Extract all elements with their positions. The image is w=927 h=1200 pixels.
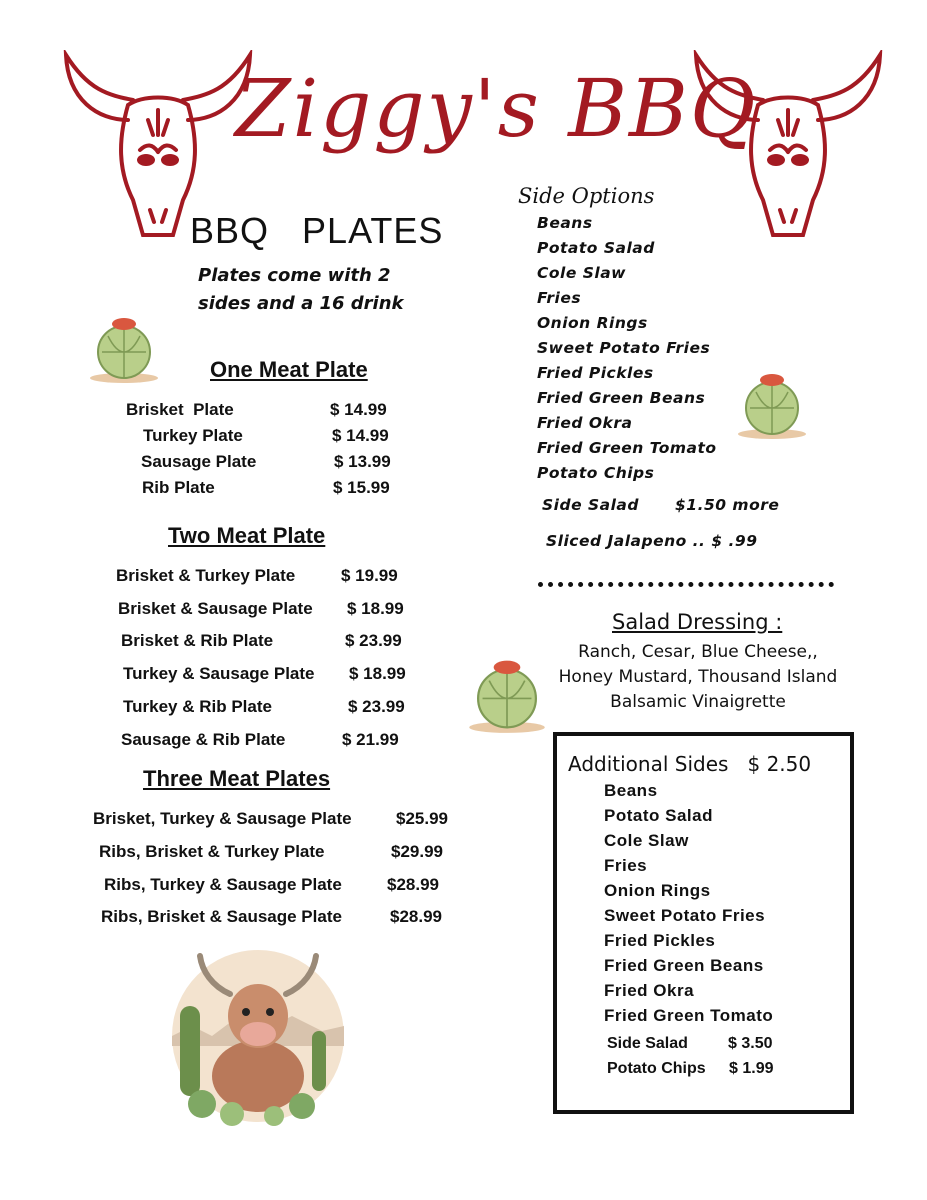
menu-item-name: Brisket & Sausage Plate <box>118 599 313 618</box>
menu-item-price: $28.99 <box>390 907 442 926</box>
additional-side-item: Fries <box>604 856 648 875</box>
additional-side-item: Onion Rings <box>604 881 711 900</box>
menu-item-price: $25.99 <box>396 809 448 828</box>
dressing-line: Balsamic Vinaigrette <box>610 692 786 712</box>
menu-item-name: Brisket & Rib Plate <box>121 631 274 650</box>
menu-item-price: $ 23.99 <box>345 631 402 650</box>
menu-item-name: Turkey & Sausage Plate <box>123 664 315 683</box>
additional-potato-chips-label: Potato Chips <box>607 1060 706 1077</box>
cactus-icon <box>88 312 160 384</box>
side-item: Fried Green Beans <box>537 389 706 407</box>
menu-item-price: $ 23.99 <box>348 697 405 716</box>
plates-subtitle-line1: Plates come with 2 <box>198 265 391 286</box>
side-salad-label: Side Salad <box>542 496 639 514</box>
side-item: Fried Okra <box>537 414 633 432</box>
additional-potato-chips-price: $ 1.99 <box>729 1060 774 1077</box>
side-options-heading: Side Options <box>518 184 655 208</box>
side-item: Potato Salad <box>537 239 655 257</box>
menu-item-name: Brisket Plate <box>126 400 234 419</box>
menu-item-price: $ 19.99 <box>341 566 398 585</box>
side-item: Onion Rings <box>537 314 648 332</box>
side-item: Fries <box>537 289 582 307</box>
menu-item-price: $ 18.99 <box>349 664 406 683</box>
menu-item-name: Brisket & Turkey Plate <box>116 566 296 585</box>
menu-item-price: $ 21.99 <box>342 730 399 749</box>
additional-sides-heading: Additional Sides $ 2.50 <box>568 752 812 776</box>
menu-item-name: Ribs, Brisket & Sausage Plate <box>101 907 342 926</box>
menu-item-price: $ 18.99 <box>347 599 404 618</box>
side-item: Beans <box>537 214 593 232</box>
plates-subtitle-line2: sides and a 16 drink <box>198 293 404 314</box>
dressing-line: Ranch, Cesar, Blue Cheese,, <box>578 642 818 662</box>
side-item: Fried Pickles <box>537 364 654 382</box>
side-item: Cole Slaw <box>537 264 627 282</box>
one-meat-heading: One Meat Plate <box>210 357 368 382</box>
restaurant-title: Ziggy's BBQ <box>235 62 758 155</box>
three-meat-heading: Three Meat Plates <box>143 766 331 791</box>
additional-side-salad-price: $ 3.50 <box>728 1035 773 1052</box>
menu-item-name: Turkey Plate <box>143 426 243 445</box>
additional-side-salad-label: Side Salad <box>607 1035 688 1052</box>
jalapeno-item: Sliced Jalapeno .. $ .99 <box>546 532 758 550</box>
menu-item-price: $28.99 <box>387 875 439 894</box>
additional-side-item: Beans <box>604 781 658 800</box>
menu-item-name: Ribs, Turkey & Sausage Plate <box>104 875 342 894</box>
bbq-plates-heading: BBQ PLATES <box>190 210 444 251</box>
side-item: Fried Green Tomato <box>537 439 717 457</box>
menu-item-name: Turkey & Rib Plate <box>123 697 272 716</box>
menu-item-price: $ 13.99 <box>334 452 391 471</box>
additional-side-item: Potato Salad <box>604 806 713 825</box>
two-meat-heading: Two Meat Plate <box>168 523 326 548</box>
dressing-line: Honey Mustard, Thousand Island <box>558 667 838 687</box>
cow-illustration-icon <box>162 936 354 1128</box>
plates-subtitle <box>198 262 418 318</box>
menu-item-name: Rib Plate <box>142 478 215 497</box>
side-salad-price: $1.50 more <box>675 496 780 514</box>
menu-item-price: $ 15.99 <box>333 478 390 497</box>
menu-item-name: Sausage Plate <box>141 452 257 471</box>
salad-dressing-heading: Salad Dressing : <box>612 610 783 634</box>
additional-side-item: Fried Green Beans <box>604 956 764 975</box>
additional-side-item: Fried Okra <box>604 981 695 1000</box>
menu-item-name: Ribs, Brisket & Turkey Plate <box>99 842 325 861</box>
side-item: Potato Chips <box>537 464 655 482</box>
menu-item-name: Brisket, Turkey & Sausage Plate <box>93 809 352 828</box>
menu-item-price: $29.99 <box>391 842 443 861</box>
menu-item-price: $ 14.99 <box>332 426 389 445</box>
additional-side-item: Fried Green Tomato <box>604 1006 774 1025</box>
menu-item-name: Sausage & Rib Plate <box>121 730 286 749</box>
cactus-icon <box>736 368 808 440</box>
additional-side-item: Fried Pickles <box>604 931 716 950</box>
additional-side-item: Cole Slaw <box>604 831 689 850</box>
menu-item-price: $ 14.99 <box>330 400 387 419</box>
additional-side-item: Sweet Potato Fries <box>604 906 766 925</box>
side-item: Sweet Potato Fries <box>537 339 711 357</box>
dotted-divider <box>538 582 834 587</box>
